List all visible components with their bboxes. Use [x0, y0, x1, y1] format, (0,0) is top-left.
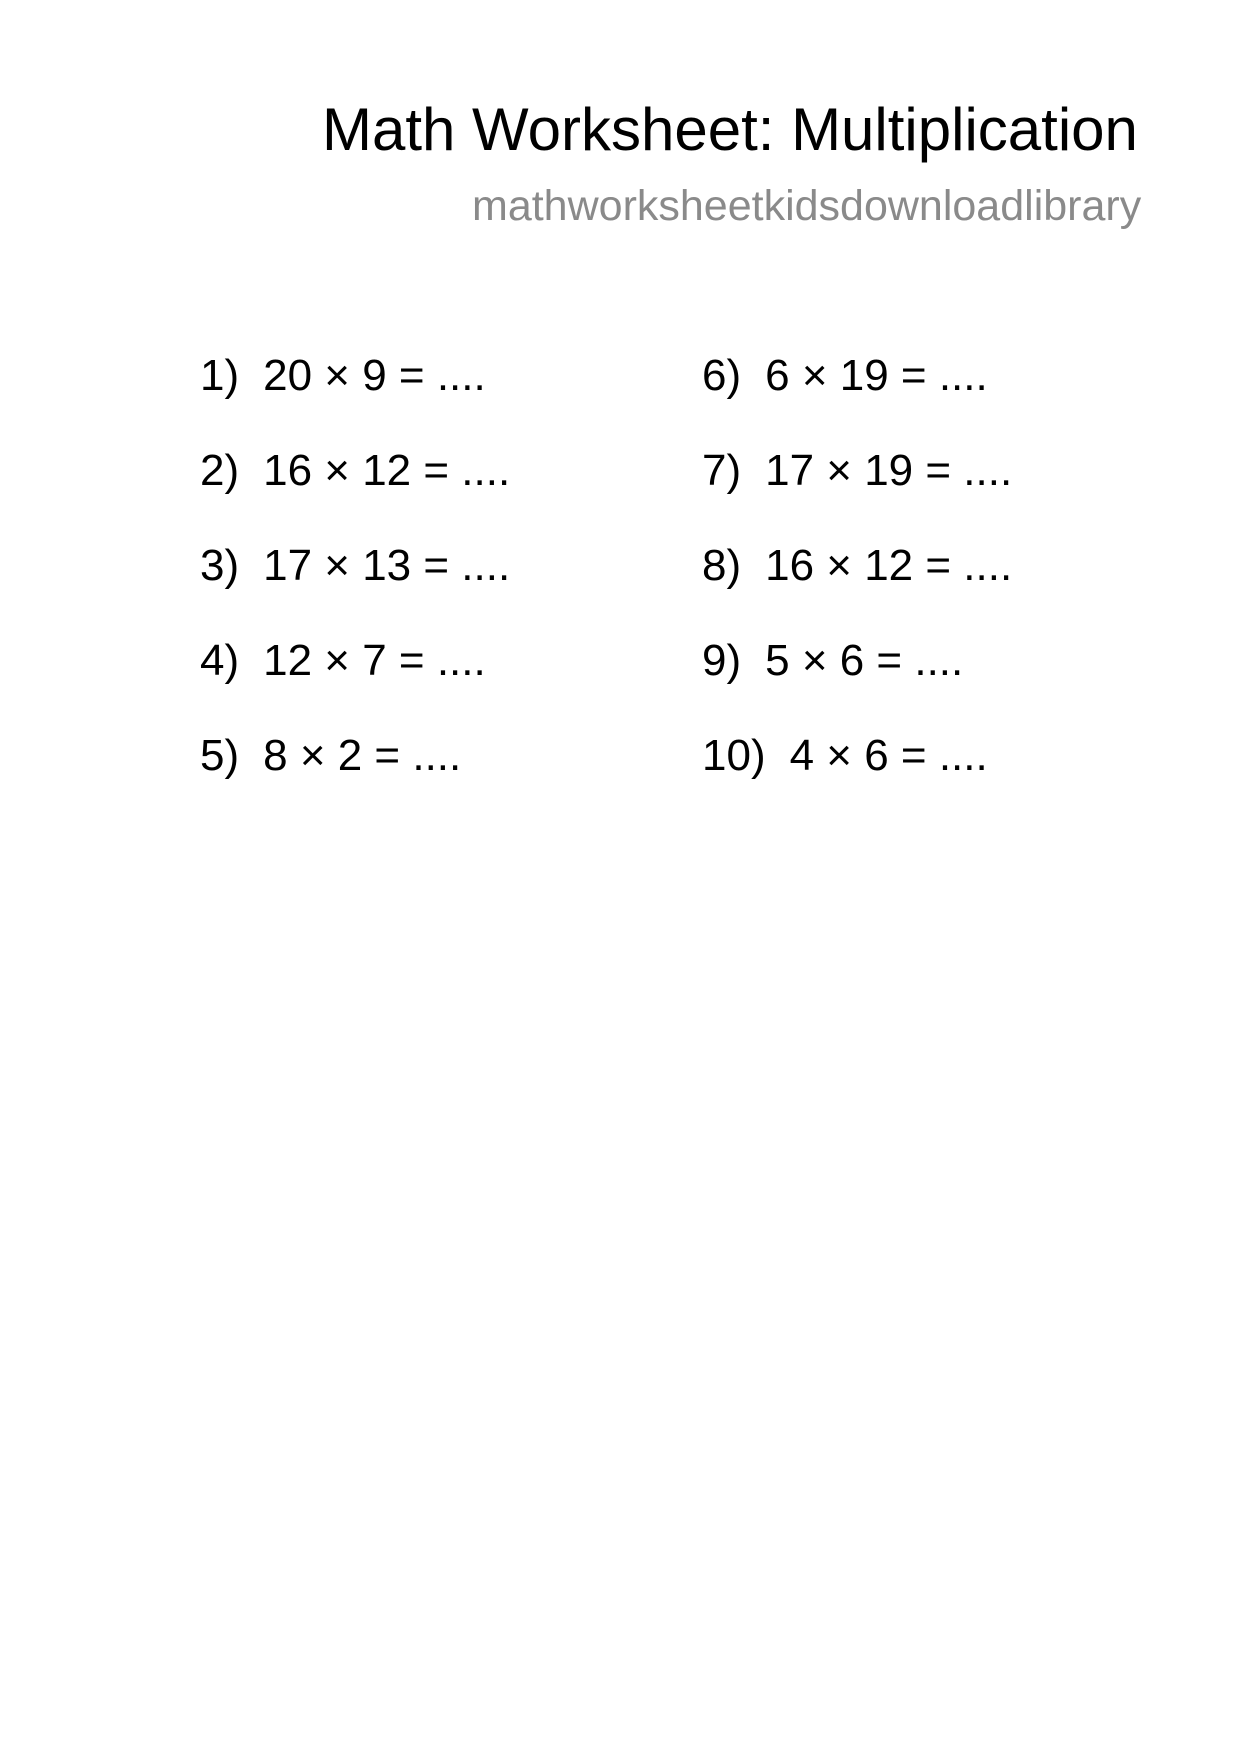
problem-expression: 16 × 12 = ....: [263, 446, 511, 495]
problem-number: 1): [200, 351, 240, 400]
worksheet-subtitle: mathworksheetkidsdownloadlibrary: [472, 182, 1142, 230]
problem-item: [200, 636, 510, 734]
problem-item: [702, 351, 1012, 449]
problem-number: 5): [200, 731, 240, 780]
problem-number: 2): [200, 446, 240, 495]
problem-item: [702, 636, 1012, 734]
problem-number: 7): [702, 446, 742, 495]
problem-expression: 5 × 6 = ....: [765, 636, 964, 685]
problem-expression: 12 × 7 = ....: [263, 636, 486, 685]
problem-item: [702, 446, 1013, 544]
problem-item: [200, 731, 510, 829]
problem-expression: 8 × 2 = ....: [263, 731, 462, 780]
problem-number: 6): [702, 351, 742, 400]
problem-expression: 4 × 6 = ....: [789, 731, 988, 780]
problem-number: 4): [200, 636, 240, 685]
problem-item: [702, 541, 1013, 639]
problem-expression: 6 × 19 = ....: [765, 351, 988, 400]
problem-number: 10): [702, 731, 766, 780]
problem-column-right: [702, 351, 1013, 829]
problem-expression: 16 × 12 = ....: [765, 541, 1013, 590]
problem-number: 3): [200, 541, 240, 590]
problem-expression: 17 × 19 = ....: [765, 446, 1013, 495]
problem-number: 8): [702, 541, 742, 590]
problem-number: 9): [702, 636, 742, 685]
worksheet-title: Math Worksheet: Multiplication: [322, 96, 1138, 163]
problem-item: [200, 446, 511, 544]
problem-item: [200, 351, 510, 449]
problem-expression: 17 × 13 = ....: [263, 541, 511, 590]
problem-item: [702, 731, 1012, 829]
problem-column-left: [200, 351, 511, 829]
problem-item: [200, 541, 511, 639]
problem-expression: 20 × 9 = ....: [263, 351, 486, 400]
